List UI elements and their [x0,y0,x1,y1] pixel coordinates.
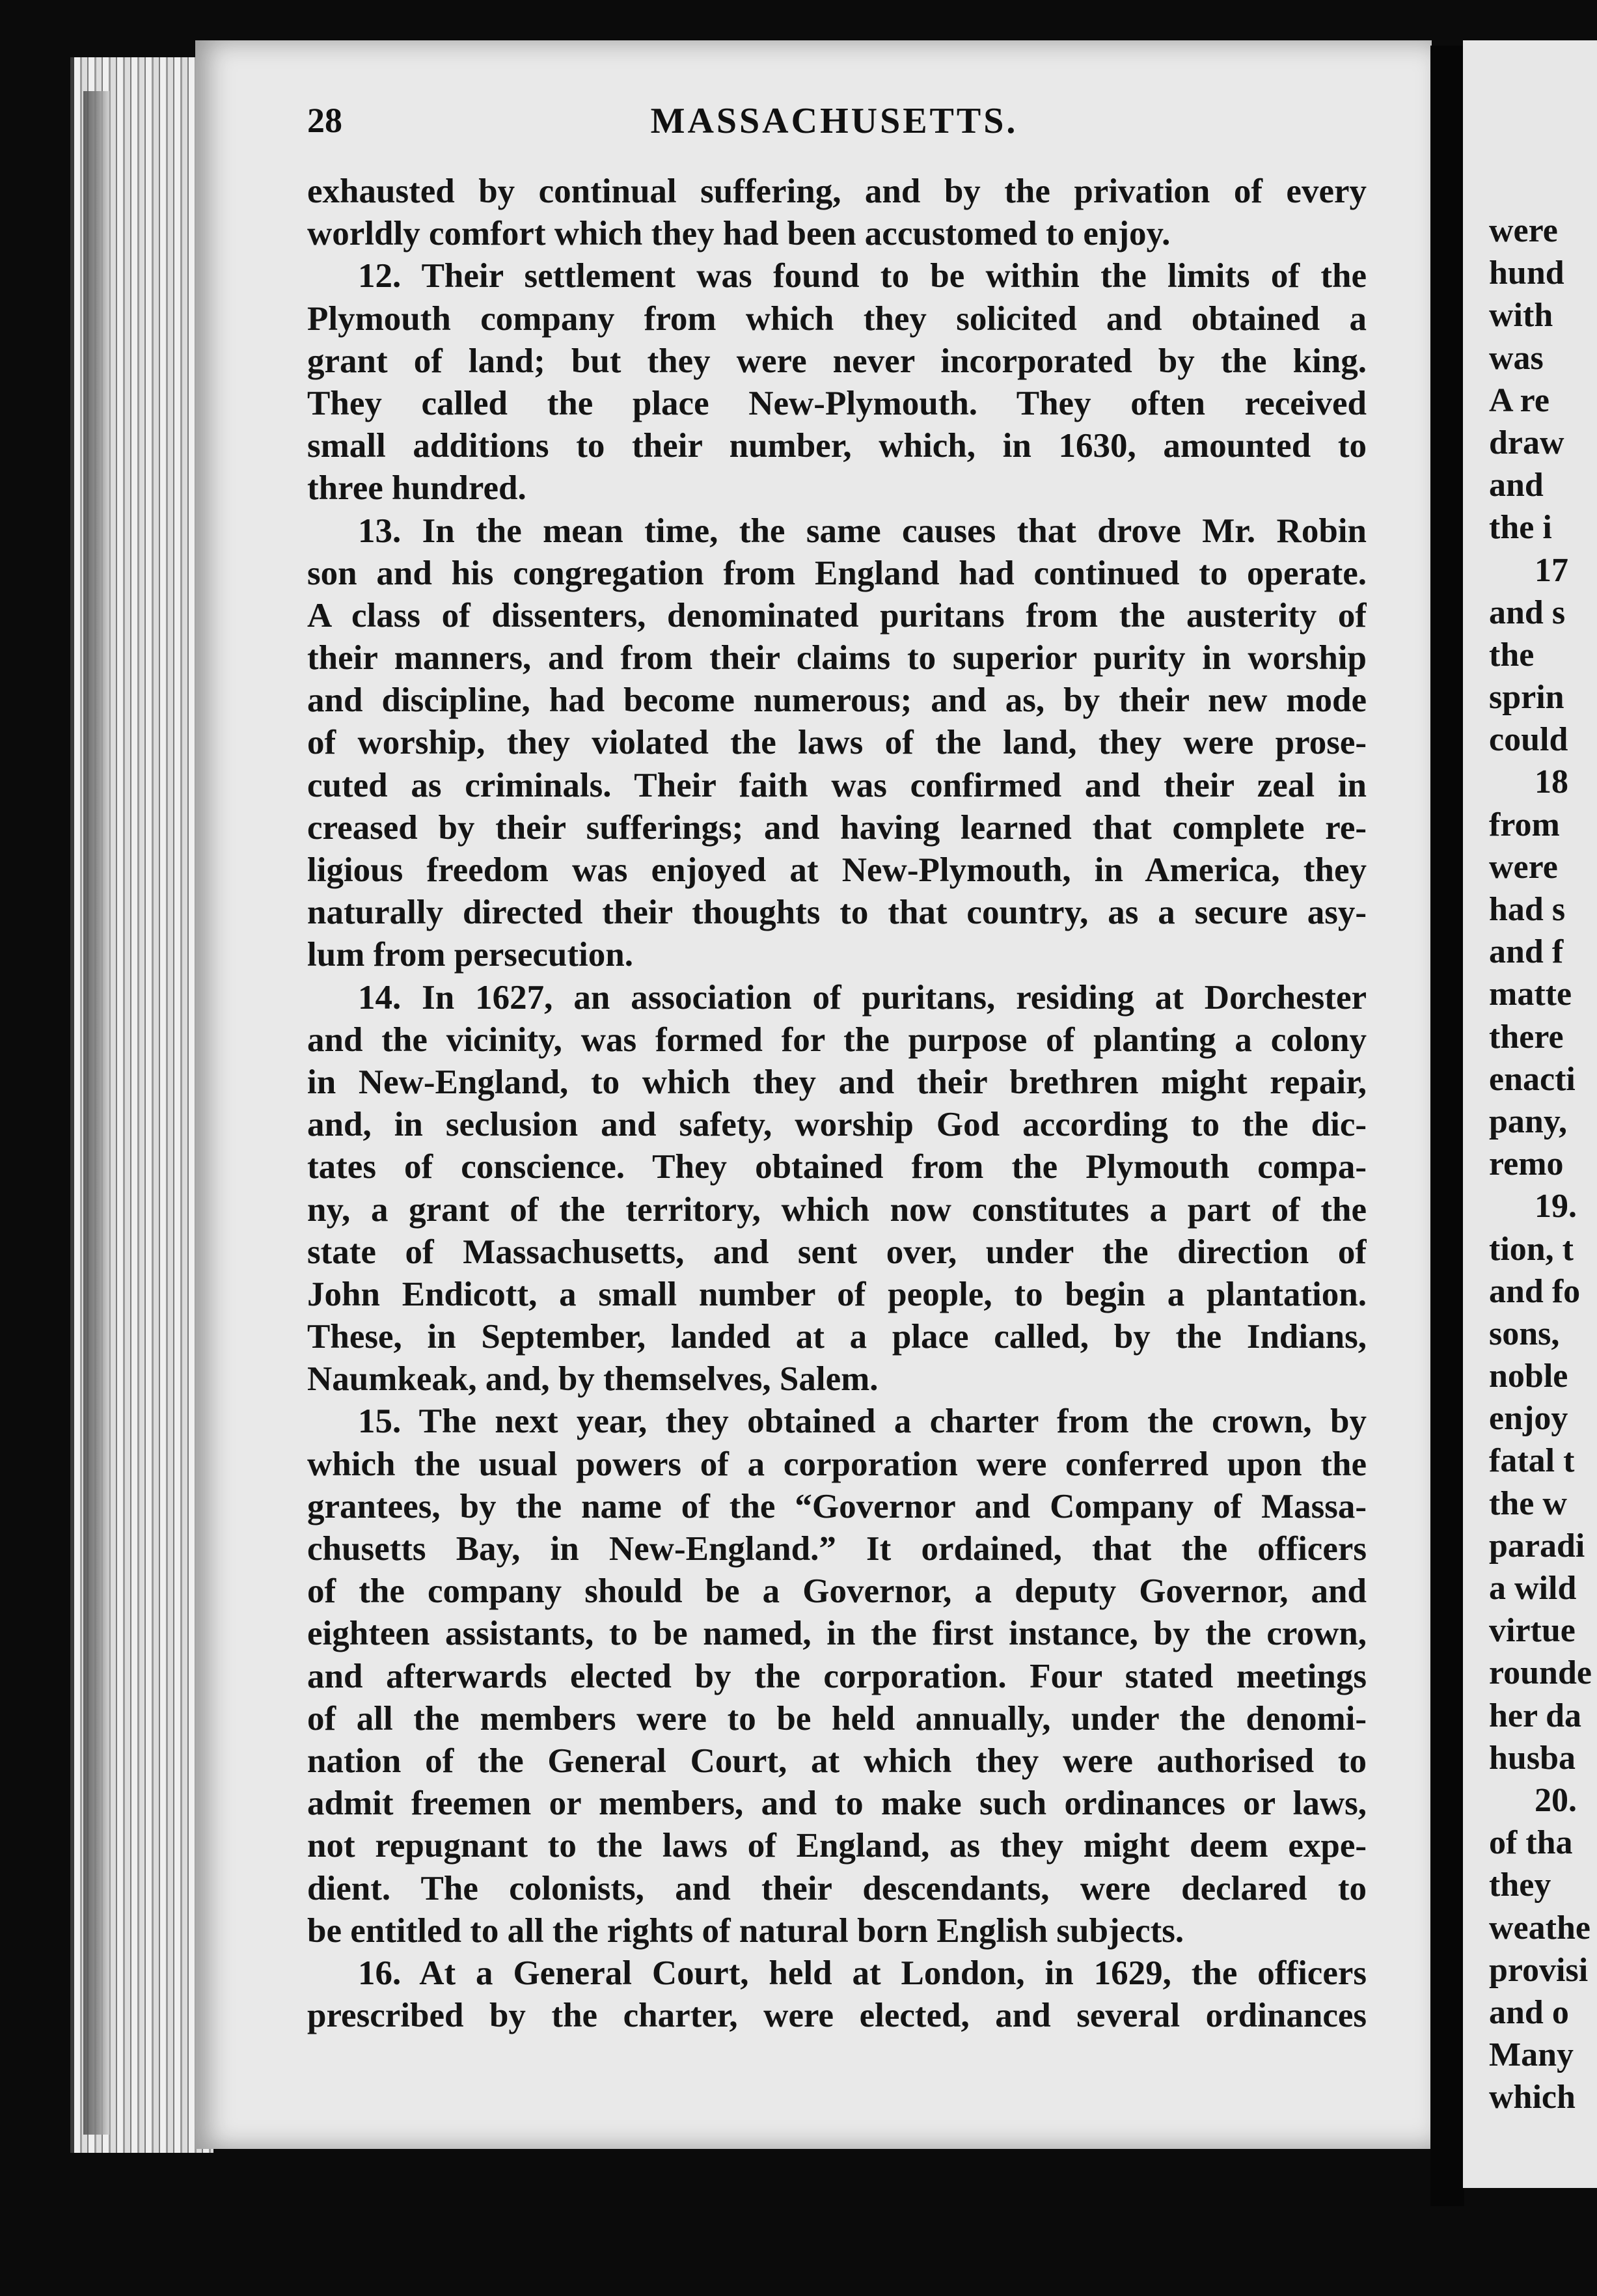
facing-text-line: 17 [1535,551,1568,589]
facing-text-line: a wild [1489,1570,1577,1607]
page-body-text [307,171,1367,2037]
facing-page-partial [1463,40,1597,2188]
facing-text-line: remo [1489,1145,1564,1183]
facing-text-line: husba [1489,1739,1576,1777]
facing-text-line: provisi [1489,1951,1589,1989]
facing-text-line: sprin [1489,679,1564,717]
text-line: which the usual powers of a corporation were conferred upon the [307,1445,1367,1483]
facing-text-line: hund [1489,254,1564,292]
facing-text-line: had s [1489,891,1566,928]
facing-text-line: matte [1489,976,1572,1013]
text-line: grant of land; but they were never incorporated by the king. [307,342,1367,380]
text-line: 16. At a General Court, held at London, in 1629, the officers [358,1954,1367,1992]
text-line: tates of conscience. They obtained from the Plymouth compa- [307,1148,1367,1186]
binding-shadow [83,91,109,2135]
text-line: exhausted by continual suffering, and by the privation of every [307,172,1367,210]
facing-text-line: sons, [1489,1315,1560,1352]
facing-text-line: they [1489,1866,1551,1904]
facing-text-line: and s [1489,594,1566,631]
text-line: and the vicinity, was formed for the purpose of planting a colony [307,1020,1367,1059]
facing-text-line: rounde [1489,1654,1592,1692]
text-line: of worship, they violated the laws of the land, they were prose- [307,724,1367,762]
facing-text-line: the w [1489,1484,1567,1522]
facing-text-line: enacti [1489,1060,1576,1098]
facing-text-line: her da [1489,1697,1582,1734]
facing-text-line: pany, [1489,1102,1567,1140]
text-line: son and his congregation from England had continued to operate. [307,554,1367,592]
text-line: be entitled to all the rights of natural born English subjects. [307,1911,1184,1950]
text-line: prescribed by the charter, were elected, and several ordinances [307,1997,1367,2035]
facing-text-line: was [1489,339,1544,377]
facing-text-line: draw [1489,424,1564,461]
book-page [195,40,1432,2149]
facing-text-line: of tha [1489,1824,1573,1862]
facing-text-line: with [1489,297,1553,335]
text-line: They called the place New-Plymouth. They often received [307,384,1367,422]
facing-text-line: and fo [1489,1272,1581,1310]
text-line: worldly comfort which they had been accustomed to enjoy. [307,215,1171,253]
text-line: admit freemen or members, and to make such ordinances or laws, [307,1784,1367,1823]
text-line: Plymouth company from which they solicited and obtained a [307,299,1367,338]
text-line: Naumkeak, and, by themselves, Salem. [307,1360,879,1399]
facing-text-line: 19. [1535,1188,1577,1225]
text-line: 13. In the mean time, the same causes that drove Mr. Robin [358,512,1367,550]
facing-text-line: and f [1489,933,1564,971]
facing-text-line: noble [1489,1358,1568,1395]
running-head: MASSACHUSETTS. [650,101,1018,141]
text-line: dient. The colonists, and their descendants, were declared to [307,1869,1367,1907]
text-line: ligious freedom was enjoyed at New-Plymouth, in America, they [307,851,1367,889]
text-line: naturally directed their thoughts to that country, as a secure asy- [307,894,1367,932]
page-number: 28 [307,101,342,140]
facing-text-line: were [1489,212,1558,249]
text-line: of all the members were to be held annually, under the denomi- [307,1699,1367,1738]
text-line: nation of the General Court, at which they were authorised to [307,1742,1367,1780]
facing-text-line: 18 [1535,763,1568,801]
text-line: and, in seclusion and safety, worship God according to the dic- [307,1106,1367,1144]
text-line: chusetts Bay, in New-England.” It ordained, that the officers [307,1530,1367,1568]
text-line: three hundred. [307,469,526,508]
facing-text-line: from [1489,806,1560,843]
text-line: and discipline, had become numerous; and as, by their new mode [307,681,1367,720]
gutter-shadow [1430,46,1464,2206]
text-line: not repugnant to the laws of England, as they might deem expe- [307,1827,1367,1865]
facing-text-line: fatal t [1489,1442,1575,1480]
facing-text-line: were [1489,848,1558,886]
text-line: ny, a grant of the territory, which now constitutes a part of the [307,1190,1367,1229]
text-line: creased by their sufferings; and having learned that complete re- [307,808,1367,847]
facing-text-line: which [1489,2079,1576,2116]
text-line: 14. In 1627, an association of puritans, residing at Dorchester [358,978,1367,1017]
facing-text-line: the i [1489,509,1552,547]
facing-text-line: enjoy [1489,1400,1568,1438]
facing-text-line: 20. [1535,1781,1577,1819]
text-line: grantees, by the name of the “Governor and Company of Massa- [307,1487,1367,1525]
text-line: state of Massachusetts, and sent over, under the direction of [307,1233,1367,1271]
text-line: in New-England, to which they and their brethren might repair, [307,1063,1367,1101]
text-line: small additions to their number, which, in 1630, amounted to [307,427,1367,465]
facing-page-text [1489,210,1597,2118]
text-line: eighteen assistants, to be named, in the first instance, by the crown, [307,1615,1367,1653]
text-line: 15. The next year, they obtained a charter from the crown, by [358,1402,1367,1441]
text-line: their manners, and from their claims to superior purity in worship [307,639,1367,677]
facing-text-line: tion, t [1489,1230,1574,1268]
page-header [307,100,1361,159]
facing-text-line: the [1489,636,1535,674]
text-line: lum from persecution. [307,936,633,974]
facing-text-line: there [1489,1018,1564,1056]
text-line: cuted as criminals. Their faith was confirmed and their zeal in [307,766,1367,804]
text-line: John Endicott, a small number of people, to begin a plantation. [307,1275,1367,1313]
text-line: 12. Their settlement was found to be within the limits of the [358,257,1367,295]
facing-text-line: paradi [1489,1527,1585,1565]
facing-text-line: could [1489,721,1568,759]
text-line: A class of dissenters, denominated puritans from the austerity of [307,596,1367,635]
facing-text-line: A re [1489,381,1549,419]
facing-text-line: Many [1489,2036,1574,2074]
facing-text-line: weathe [1489,1909,1590,1947]
text-line: These, in September, landed at a place called, by the Indians, [307,1318,1367,1356]
text-line: and afterwards elected by the corporation. Four stated meetings [307,1657,1367,1695]
facing-text-line: virtue [1489,1612,1576,1650]
text-line: of the company should be a Governor, a deputy Governor, and [307,1572,1367,1611]
facing-text-line: and o [1489,1993,1569,2031]
facing-text-line: and [1489,467,1544,504]
